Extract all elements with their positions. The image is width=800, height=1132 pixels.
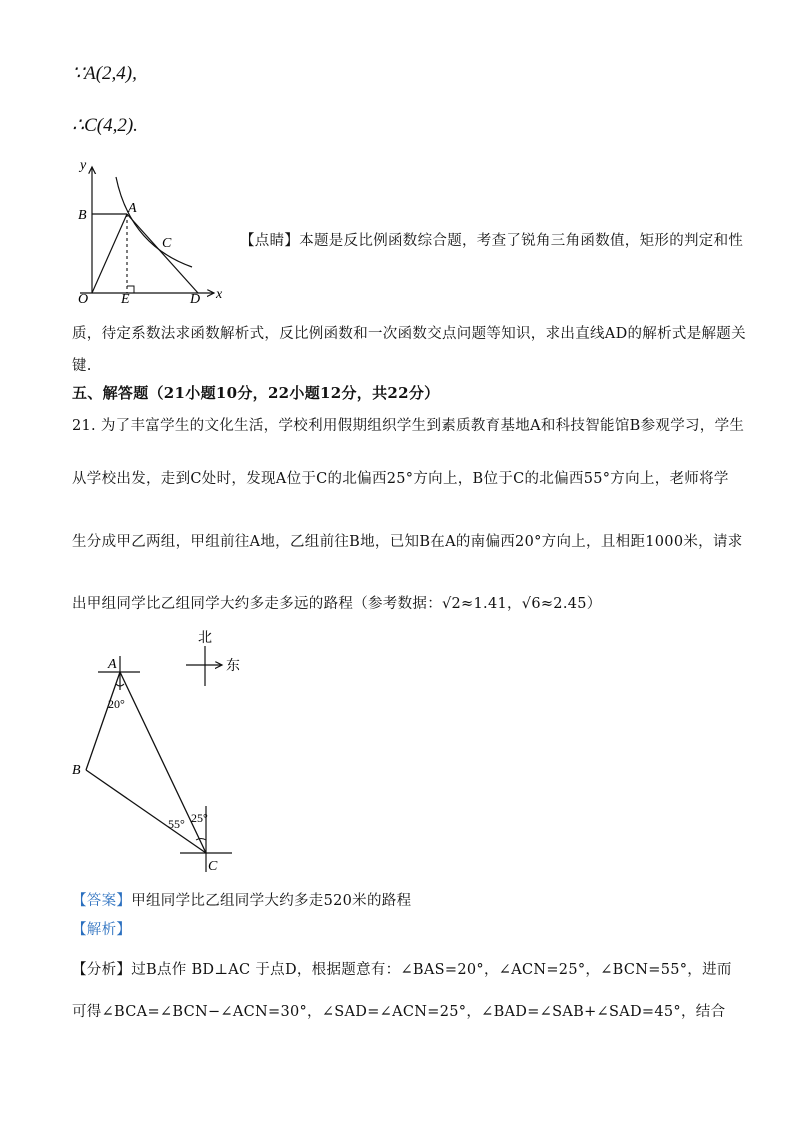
segment-ab [86,672,120,770]
fenxi-line-1 [72,958,732,979]
label-b2: B [72,763,81,778]
segment-ac [120,672,206,853]
section-title: 五、解答题（21小题10分，22小题12分，共22分） [72,384,440,402]
label-e: E [121,292,130,305]
q21-line-4: 出甲组同学比乙组同学大约多走多远的路程（参考数据：√2≈1.41，√6≈2.45） [72,596,602,612]
segment-bc [86,770,206,853]
q21-line-2: 从学校出发，走到C处时，发现A位于C的北偏西25°方向上，B位于C的北偏西55°方向上，老师将学 [72,471,729,487]
answer-text: 甲组同学比乙组同学大约多走520米的路程 [131,893,412,909]
analysis-tag: 【解析】 [72,922,132,938]
label-angle-25: 25° [191,811,208,825]
segment-ad [127,214,198,293]
comment-text-1: 本题是反比例函数综合题，考查了锐角三角函数值，矩形的判定和性 [299,233,744,249]
answer-tag: 【答案】 [72,893,132,909]
label-north: 北 [198,631,212,646]
label-c: C [162,236,172,251]
label-x: x [216,287,223,302]
label-o: O [78,292,89,305]
fenxi-text-1: 过B点作 BD⊥AC 于点D，根据题意有：∠BAS=20°，∠ACN=25°，∠BCN=55°，进而 [131,962,732,978]
label-angle-55: 55° [168,817,185,831]
direction-diagram [70,628,260,878]
label-d: D [190,292,201,305]
segment-oa [92,214,127,293]
conclusion-point-c: ∴C(4,2). [72,115,138,136]
q21-line-3: 生分成甲乙两组，甲组前往A地，乙组前往B地，已知B在A的南偏西20°方向上，且相距1000米，请求 [72,534,743,550]
label-a: A [128,201,137,216]
comment-tag: 【点睛】 [240,233,300,249]
angle-arc-c [196,839,206,841]
label-a2: A [108,657,117,672]
fenxi-tag: 【分析】 [72,962,132,978]
label-c2: C [208,859,218,874]
q21-line-1: 21. 为了丰富学生的文化生活，学校利用假期组织学生到素质教育基地A和科技智能馆B参观学习，学生 [72,418,745,434]
comment-line-1 [240,229,743,250]
answer-line [72,889,411,910]
label-angle-20: 20° [108,697,125,711]
comment-line-3: 键. [72,358,92,374]
label-east: 东 [226,659,240,674]
function-graph [70,155,230,305]
comment-line-2: 质，待定系数法求函数解析式，反比例函数和一次函数交点问题等知识，求出直线AD的解析式是解题关 [72,326,746,342]
label-b: B [78,208,87,223]
fenxi-line-2: 可得∠BCA=∠BCN−∠ACN=30°，∠SAD=∠ACN=25°，∠BAD=∠SAB+∠SAD=45°，结合 [72,1004,726,1020]
label-y: y [80,158,87,173]
given-point-a: ∵A(2,4), [72,63,137,84]
